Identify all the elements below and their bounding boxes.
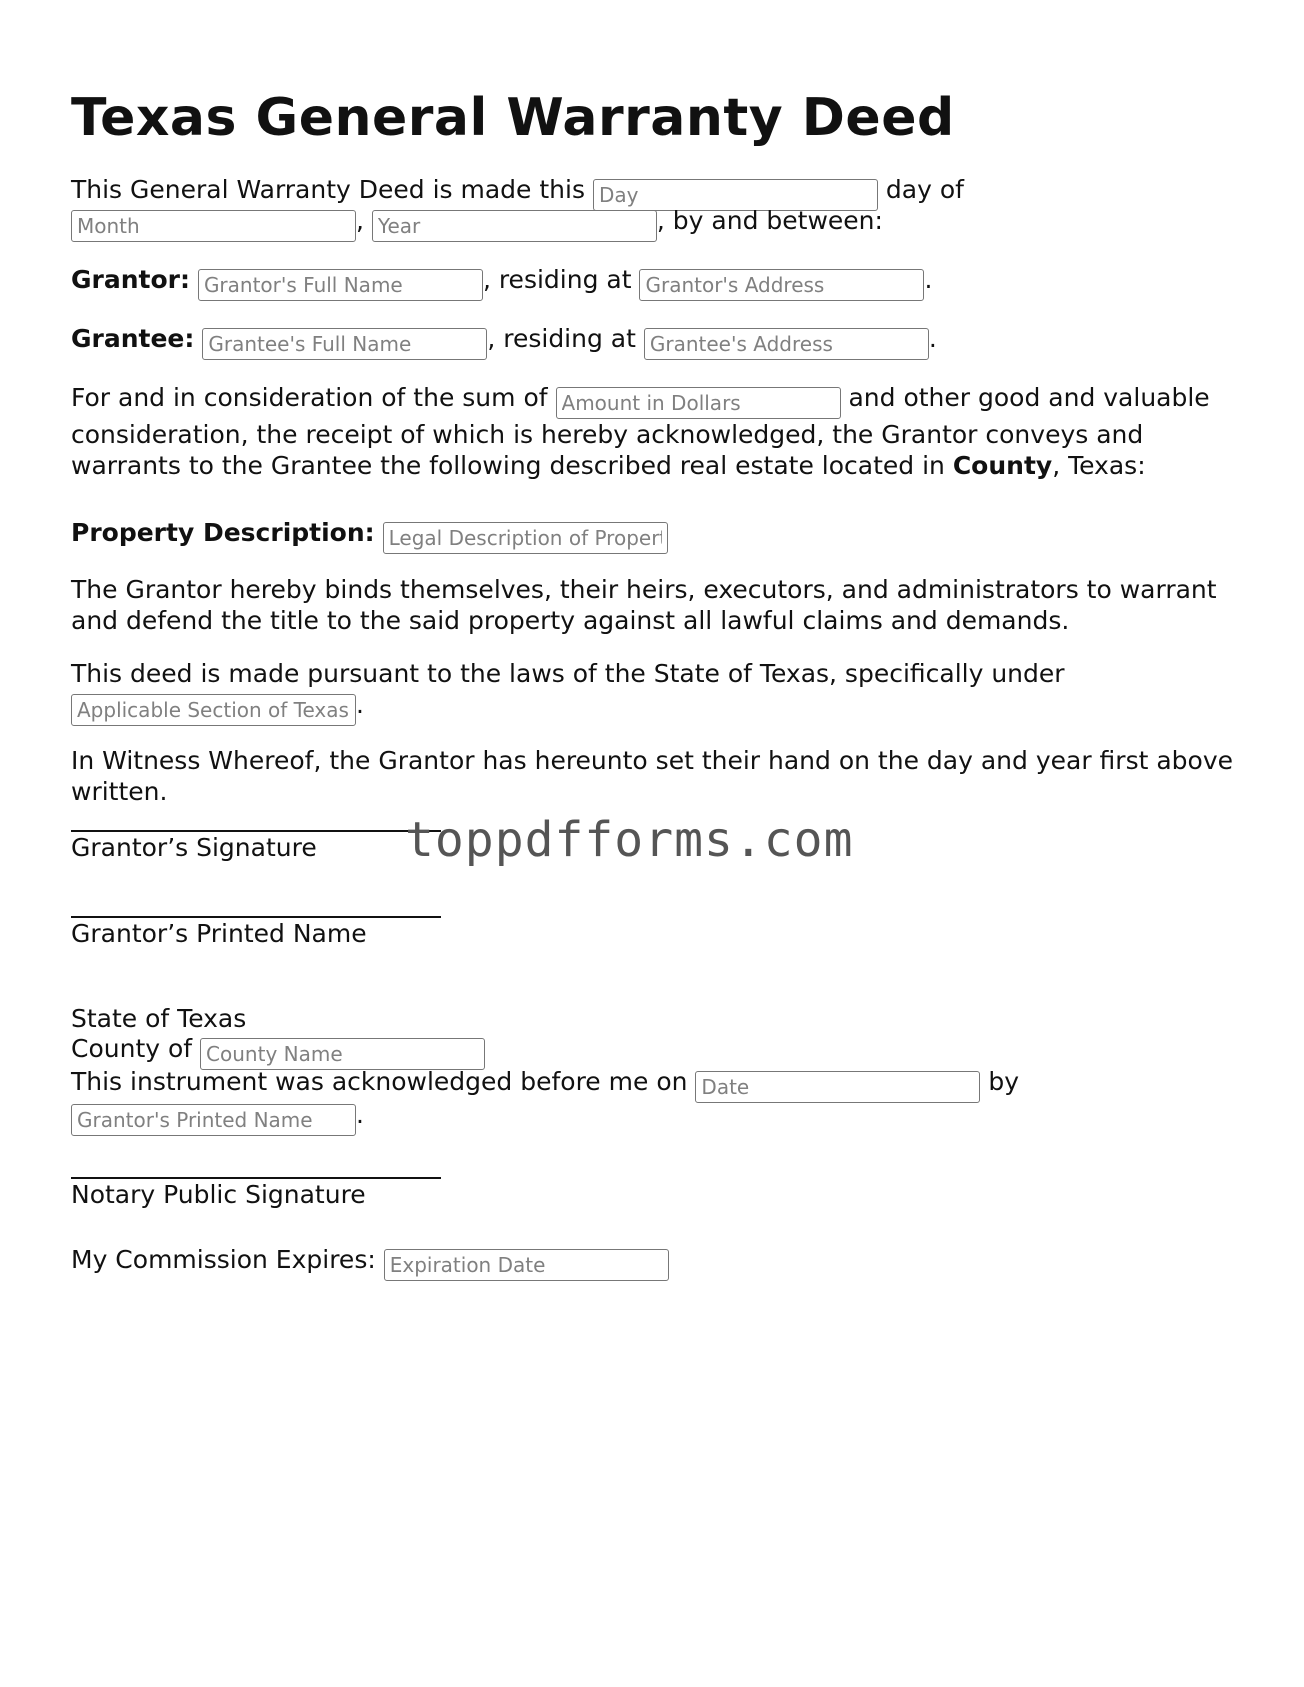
grantor-signature-block <box>71 830 441 863</box>
printed-name-block <box>71 916 441 949</box>
intro-text-1: This General Warranty Deed is made this <box>71 175 586 204</box>
consideration-text-1: For and in consideration of the sum of <box>71 383 548 412</box>
grantee-line <box>71 323 937 360</box>
commission-expires-label: My Commission Expires: <box>71 1245 376 1274</box>
pursuant-line-1: This deed is made pursuant to the laws of the State of Texas, specifically under <box>71 659 1065 688</box>
pursuant-line-2 <box>71 689 364 726</box>
consideration-text-3: , Texas: <box>1052 451 1146 480</box>
notary-signature-label: Notary Public Signature <box>71 1180 366 1209</box>
acknowledged-name-field[interactable] <box>71 1104 356 1136</box>
grantee-label: Grantee: <box>71 324 195 353</box>
pursuant-period: . <box>356 690 364 719</box>
notary-county-label: County of <box>71 1034 193 1063</box>
acknowledgment-period: . <box>356 1100 364 1129</box>
intro-comma: , <box>356 206 364 235</box>
commission-expires-line <box>71 1244 669 1281</box>
acknowledgment-text: This instrument was acknowledged before me on <box>71 1067 688 1096</box>
grantor-line <box>71 264 932 301</box>
grantee-residing-text: , residing at <box>487 324 636 353</box>
notary-county-line <box>71 1033 485 1070</box>
notary-state: State of Texas <box>71 1004 247 1033</box>
page-title: Texas General Warranty Deed <box>71 88 955 148</box>
property-description-field[interactable] <box>383 522 668 554</box>
binding-paragraph: The Grantor hereby binds themselves, their heirs, executors, and administrators to warrant and defend the title to the said property against all lawful claims and demands. <box>71 575 1217 635</box>
county-bold: County <box>952 451 1053 480</box>
intro-text-2: day of <box>885 175 964 204</box>
month-field[interactable] <box>71 210 356 242</box>
notary-signature-block <box>71 1177 441 1210</box>
grantee-address-field[interactable] <box>644 328 929 360</box>
property-line <box>71 517 668 554</box>
printed-name-label: Grantor’s Printed Name <box>71 919 367 948</box>
grantor-label: Grantor: <box>71 265 190 294</box>
acknowledgment-line-1 <box>71 1066 1019 1103</box>
acknowledgment-date-field[interactable] <box>695 1071 980 1103</box>
year-field[interactable] <box>372 210 657 242</box>
amount-field[interactable] <box>556 387 841 419</box>
watermark: toppdfforms.com <box>405 812 854 868</box>
acknowledgment-by: by <box>988 1067 1020 1096</box>
grantor-name-field[interactable] <box>198 269 483 301</box>
witness-paragraph: In Witness Whereof, the Grantor has hereunto set their hand on the day and year first above written. <box>71 746 1233 806</box>
consideration-paragraph <box>71 382 1241 481</box>
grantor-address-field[interactable] <box>639 269 924 301</box>
grantor-signature-label: Grantor’s Signature <box>71 833 317 862</box>
grantee-name-field[interactable] <box>202 328 487 360</box>
consideration-text-2: and other good and valuable consideration, the receipt of which is hereby acknowledged, the Grantor conveys and warrants to the Grantee the following described real estate located in <box>71 383 1210 480</box>
grantor-residing-text: , residing at <box>482 265 632 294</box>
intro-text-3: , by and between: <box>656 206 883 235</box>
intro-line-2 <box>71 205 883 242</box>
applicable-section-field[interactable] <box>71 694 356 726</box>
expiration-date-field[interactable] <box>384 1249 669 1281</box>
grantee-period: . <box>928 324 937 353</box>
grantor-period: . <box>924 265 933 294</box>
property-label: Property Description: <box>71 518 375 547</box>
acknowledgment-line-2 <box>71 1099 364 1136</box>
